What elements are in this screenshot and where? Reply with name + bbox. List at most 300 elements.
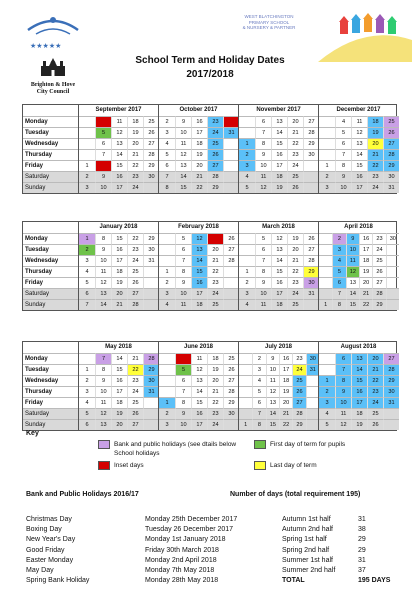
month-days — [238, 386, 318, 397]
week-row — [23, 149, 396, 160]
calendar-block — [22, 221, 397, 311]
day-cell: 24 — [127, 182, 143, 193]
month-header-row — [23, 342, 396, 353]
weekday-label: Wednesday — [23, 255, 78, 266]
month-days — [158, 255, 238, 266]
day-cell: 7 — [332, 288, 345, 299]
day-cell: 6 — [255, 116, 271, 127]
day-cell — [223, 277, 239, 288]
day-cell: 4 — [159, 299, 175, 310]
day-cell: 9 — [255, 149, 271, 160]
day-cell: 17 — [351, 182, 367, 193]
day-cell — [159, 233, 175, 244]
day-cell: 23 — [367, 386, 383, 397]
day-cell: 31 — [143, 255, 159, 266]
term-name: Spring 1st half — [282, 536, 327, 544]
month-name: October 2017 — [158, 105, 238, 116]
month-days — [238, 419, 318, 430]
term-days: 195 DAYS — [358, 577, 391, 585]
day-cell: 7 — [255, 255, 271, 266]
day-cell: 15 — [111, 233, 127, 244]
day-cell — [143, 397, 159, 408]
day-cell: 12 — [335, 419, 351, 430]
holiday-name: May Day — [26, 566, 54, 574]
day-cell: 21 — [279, 408, 292, 419]
day-cell: 18 — [207, 353, 223, 364]
month-days — [238, 288, 318, 299]
day-cell: 28 — [127, 299, 143, 310]
day-cell: 5 — [79, 408, 95, 419]
day-cell: 24 — [367, 397, 383, 408]
month-days — [78, 171, 158, 182]
day-cell: 24 — [127, 255, 143, 266]
term-name: Spring 2nd half — [282, 546, 330, 554]
day-cell: 3 — [319, 397, 335, 408]
day-cell: 27 — [143, 138, 159, 149]
day-cell: 6 — [255, 244, 271, 255]
day-cell: 22 — [367, 375, 383, 386]
holiday-date: Friday 30th March 2018 — [145, 546, 219, 554]
day-cell: 18 — [111, 397, 127, 408]
holiday-row — [26, 546, 396, 556]
day-cell — [159, 375, 175, 386]
council-logo — [28, 57, 78, 93]
day-cell: 18 — [279, 375, 292, 386]
key-inset-days — [98, 461, 144, 470]
day-cell: 20 — [111, 288, 127, 299]
day-cell: 27 — [383, 138, 399, 149]
day-cell: 5 — [335, 127, 351, 138]
day-cell: 17 — [191, 419, 207, 430]
day-cell: 18 — [271, 299, 287, 310]
day-cell: 16 — [271, 277, 287, 288]
day-cell: 19 — [111, 408, 127, 419]
day-cell: 6 — [95, 138, 111, 149]
day-cell — [79, 127, 95, 138]
day-cell: 30 — [383, 386, 399, 397]
key-last-day — [254, 461, 317, 470]
weekday-label: Friday — [23, 277, 78, 288]
holiday-date: Monday 28th May 2018 — [145, 577, 219, 585]
weekday-label: Sunday — [23, 182, 78, 193]
day-cell: 11 — [255, 299, 271, 310]
day-cell — [239, 375, 252, 386]
day-cell: 4 — [319, 408, 335, 419]
month-days — [78, 364, 158, 375]
month-name: July 2018 — [238, 342, 318, 353]
day-cell: 5 — [159, 149, 175, 160]
month-name: January 2018 — [78, 222, 158, 233]
day-cell: 22 — [207, 397, 223, 408]
day-cell: 14 — [351, 364, 367, 375]
day-cell: 18 — [271, 171, 287, 182]
day-cell: 25 — [287, 171, 303, 182]
day-cell: 19 — [207, 233, 223, 244]
day-cell: 19 — [359, 266, 372, 277]
month-days — [238, 149, 318, 160]
day-cell: 20 — [207, 375, 223, 386]
day-cell: 6 — [175, 244, 191, 255]
day-cell: 3 — [79, 182, 95, 193]
day-cell: 3 — [332, 244, 345, 255]
day-cell: 7 — [175, 386, 191, 397]
day-cell: 20 — [287, 244, 303, 255]
day-cell: 6 — [79, 419, 95, 430]
day-cell: 24 — [287, 288, 303, 299]
school-logo-line1: WEST BLATCHINGTON — [244, 14, 294, 19]
svg-text:★★★★★: ★★★★★ — [30, 42, 62, 50]
day-cell: 7 — [95, 149, 111, 160]
day-cell: 4 — [175, 353, 191, 364]
day-cell: 4 — [95, 116, 111, 127]
weekday-label: Monday — [23, 116, 78, 127]
day-cell: 31 — [383, 397, 399, 408]
month-days — [238, 138, 318, 149]
day-cell: 4 — [79, 266, 95, 277]
month-days — [158, 171, 238, 182]
day-cell: 16 — [351, 386, 367, 397]
day-cell: 2 — [159, 408, 175, 419]
key-first-day — [254, 440, 345, 449]
term-days: 37 — [358, 566, 366, 574]
day-cell: 12 — [255, 182, 271, 193]
day-cell: 23 — [127, 244, 143, 255]
day-cell: 5 — [175, 364, 191, 375]
day-cell: 25 — [383, 116, 399, 127]
week-row — [23, 138, 396, 149]
month-days — [78, 299, 158, 310]
day-cell — [319, 288, 332, 299]
month-header-row — [23, 105, 396, 116]
day-cell: 16 — [271, 149, 287, 160]
day-cell: 17 — [191, 127, 207, 138]
day-cell: 28 — [143, 353, 159, 364]
day-cell: 31 — [143, 386, 159, 397]
day-cell: 30 — [143, 375, 159, 386]
day-cell: 30 — [223, 408, 239, 419]
day-cell: 10 — [175, 127, 191, 138]
bank-holidays-title: Bank and Public Holidays 2016/17 — [26, 491, 139, 498]
day-cell: 8 — [159, 182, 175, 193]
day-cell: 14 — [111, 353, 127, 364]
day-cell: 21 — [287, 255, 303, 266]
day-cell: 22 — [127, 364, 143, 375]
day-cell: 8 — [95, 160, 111, 171]
week-row — [23, 182, 396, 193]
holiday-row — [26, 566, 396, 576]
day-cell: 21 — [127, 353, 143, 364]
day-cell — [306, 397, 319, 408]
day-cell: 30 — [143, 171, 159, 182]
holiday-row — [26, 576, 396, 586]
day-cell: 4 — [159, 138, 175, 149]
day-cell — [303, 160, 319, 171]
day-cell: 22 — [279, 419, 292, 430]
day-cell: 15 — [111, 364, 127, 375]
day-cell: 19 — [111, 277, 127, 288]
day-cell: 8 — [332, 299, 345, 310]
day-cell: 30 — [303, 149, 319, 160]
day-cell: 8 — [175, 266, 191, 277]
month-days — [238, 375, 318, 386]
day-cell: 6 — [335, 353, 351, 364]
day-cell: 23 — [372, 233, 385, 244]
month-days — [238, 397, 318, 408]
day-cell: 29 — [223, 397, 239, 408]
month-days — [158, 182, 238, 193]
holiday-row — [26, 535, 396, 545]
day-cell: 29 — [207, 182, 223, 193]
day-cell: 9 — [95, 171, 111, 182]
month-days — [78, 182, 158, 193]
day-cell: 18 — [191, 299, 207, 310]
day-cell: 1 — [239, 138, 255, 149]
day-cell: 31 — [303, 288, 319, 299]
day-cell: 25 — [207, 299, 223, 310]
header-spacer — [23, 222, 78, 233]
day-cell: 7 — [335, 149, 351, 160]
day-cell: 16 — [359, 233, 372, 244]
holiday-row — [26, 515, 396, 525]
month-name: September 2017 — [78, 105, 158, 116]
day-cell: 10 — [335, 182, 351, 193]
day-cell — [79, 138, 95, 149]
day-cell: 15 — [191, 266, 207, 277]
holiday-name: Good Friday — [26, 546, 65, 554]
day-cell: 8 — [335, 375, 351, 386]
month-days — [318, 419, 398, 430]
day-cell: 10 — [95, 182, 111, 193]
day-cell: 9 — [255, 277, 271, 288]
week-row — [23, 375, 396, 386]
week-row — [23, 116, 396, 127]
day-cell — [239, 364, 252, 375]
day-cell: 29 — [292, 419, 305, 430]
day-cell: 2 — [239, 277, 255, 288]
key-bank-holidays — [98, 440, 236, 449]
day-cell: 22 — [359, 299, 372, 310]
day-cell: 1 — [319, 299, 332, 310]
day-cell: 16 — [111, 375, 127, 386]
month-days — [158, 375, 238, 386]
day-cell: 29 — [303, 138, 319, 149]
council-name-line2: City Council — [36, 89, 70, 95]
day-cell: 21 — [207, 255, 223, 266]
day-cell: 16 — [191, 277, 207, 288]
month-days — [78, 288, 158, 299]
day-cell: 10 — [255, 288, 271, 299]
day-cell: 11 — [191, 353, 207, 364]
day-cell: 16 — [279, 353, 292, 364]
day-cell: 23 — [287, 149, 303, 160]
term-days: 29 — [358, 536, 366, 544]
bank-holiday-swatch — [98, 440, 110, 449]
month-days — [78, 386, 158, 397]
first-day-swatch — [254, 440, 266, 449]
month-days — [238, 364, 318, 375]
day-cell — [386, 266, 399, 277]
weekday-label: Tuesday — [23, 127, 78, 138]
day-cell: 1 — [159, 266, 175, 277]
day-cell: 21 — [127, 149, 143, 160]
day-cell: 11 — [175, 138, 191, 149]
day-cell: 14 — [346, 288, 359, 299]
holiday-name: Spring Bank Holiday — [26, 577, 90, 585]
day-cell — [306, 408, 319, 419]
day-cell: 27 — [207, 160, 223, 171]
month-days — [158, 386, 238, 397]
day-cell — [239, 353, 252, 364]
key-school-holidays — [114, 449, 160, 458]
day-cell — [239, 397, 252, 408]
day-cell: 11 — [335, 408, 351, 419]
month-name: June 2018 — [158, 342, 238, 353]
day-cell: 25 — [372, 255, 385, 266]
inset-day-swatch — [98, 461, 110, 470]
day-cell: 11 — [351, 116, 367, 127]
weekday-label: Thursday — [23, 149, 78, 160]
week-row — [23, 277, 396, 288]
week-row — [23, 171, 396, 182]
month-days — [318, 364, 398, 375]
day-cell: 9 — [335, 171, 351, 182]
day-cell: 12 — [175, 149, 191, 160]
month-days — [78, 277, 158, 288]
day-cell: 20 — [367, 353, 383, 364]
day-cell: 17 — [191, 288, 207, 299]
day-cell: 20 — [207, 244, 223, 255]
day-cell: 24 — [287, 160, 303, 171]
day-cell: 27 — [223, 375, 239, 386]
day-cell: 17 — [279, 364, 292, 375]
day-cell — [319, 244, 332, 255]
day-cell: 4 — [239, 299, 255, 310]
day-cell: 23 — [127, 171, 143, 182]
holiday-date: Tuesday 26 December 2017 — [145, 526, 234, 534]
week-row — [23, 353, 396, 364]
day-cell: 5 — [332, 266, 345, 277]
day-cell — [143, 408, 159, 419]
day-cell: 6 — [79, 288, 95, 299]
term-name: Summer 1st half — [282, 556, 333, 564]
day-cell: 14 — [351, 149, 367, 160]
day-cell: 30 — [386, 233, 399, 244]
month-days — [238, 127, 318, 138]
day-cell: 14 — [271, 127, 287, 138]
term-days: 29 — [358, 546, 366, 554]
day-cell: 22 — [127, 160, 143, 171]
month-name: February 2018 — [158, 222, 238, 233]
day-cell: 12 — [346, 266, 359, 277]
calendar-block — [22, 341, 397, 431]
day-cell: 24 — [367, 182, 383, 193]
day-cell — [223, 171, 239, 182]
day-cell: 8 — [255, 266, 271, 277]
month-days — [158, 277, 238, 288]
day-cell: 8 — [95, 233, 111, 244]
day-cell: 12 — [95, 408, 111, 419]
week-row — [23, 397, 396, 408]
month-days — [78, 266, 158, 277]
day-cell: 17 — [271, 160, 287, 171]
month-days — [158, 288, 238, 299]
day-cell: 15 — [175, 182, 191, 193]
day-cell: 2 — [159, 116, 175, 127]
day-cell: 27 — [303, 244, 319, 255]
month-days — [238, 244, 318, 255]
month-days — [78, 138, 158, 149]
day-cell: 13 — [351, 138, 367, 149]
day-cell — [386, 255, 399, 266]
day-cell: 14 — [111, 149, 127, 160]
month-days — [158, 149, 238, 160]
day-cell — [159, 364, 175, 375]
day-cell: 28 — [383, 364, 399, 375]
day-cell: 10 — [346, 244, 359, 255]
council-building-icon — [38, 57, 68, 77]
day-cell: 12 — [351, 127, 367, 138]
month-days — [238, 353, 318, 364]
day-cell: 27 — [303, 116, 319, 127]
day-cell: 28 — [292, 408, 305, 419]
month-days — [78, 160, 158, 171]
day-cell — [239, 408, 252, 419]
day-cell: 1 — [319, 375, 335, 386]
day-cell: 17 — [359, 244, 372, 255]
day-cell: 26 — [383, 127, 399, 138]
day-cell: 31 — [306, 364, 319, 375]
month-days — [78, 353, 158, 364]
day-cell: 24 — [127, 386, 143, 397]
day-cell — [143, 266, 159, 277]
day-cell: 8 — [255, 138, 271, 149]
weekday-label: Saturday — [23, 288, 78, 299]
day-cell — [319, 233, 332, 244]
day-cell — [143, 277, 159, 288]
month-days — [318, 397, 398, 408]
day-cell: 2 — [79, 244, 95, 255]
day-cell: 21 — [287, 127, 303, 138]
month-days — [318, 277, 398, 288]
day-cell: 25 — [367, 408, 383, 419]
day-cell: 2 — [79, 171, 95, 182]
day-cell: 9 — [95, 244, 111, 255]
day-cell: 19 — [271, 182, 287, 193]
day-cell: 25 — [287, 299, 303, 310]
day-cell: 10 — [175, 419, 191, 430]
day-cell — [159, 353, 175, 364]
day-cell: 30 — [303, 277, 319, 288]
day-cell: 26 — [127, 277, 143, 288]
day-cell: 12 — [191, 364, 207, 375]
day-cell: 24 — [372, 244, 385, 255]
day-cell: 4 — [79, 397, 95, 408]
day-cell — [239, 244, 255, 255]
header-spacer — [23, 342, 78, 353]
holiday-date: Monday 7th May 2018 — [145, 566, 215, 574]
day-cell: 11 — [95, 266, 111, 277]
day-cell — [239, 233, 255, 244]
day-cell: 15 — [351, 375, 367, 386]
day-cell: 7 — [159, 171, 175, 182]
day-cell — [223, 160, 239, 171]
calendar-block — [22, 104, 397, 194]
day-cell: 9 — [335, 386, 351, 397]
holiday-table — [26, 515, 396, 586]
last-day-swatch — [254, 461, 266, 470]
day-cell: 25 — [223, 353, 239, 364]
day-cell: 29 — [143, 160, 159, 171]
